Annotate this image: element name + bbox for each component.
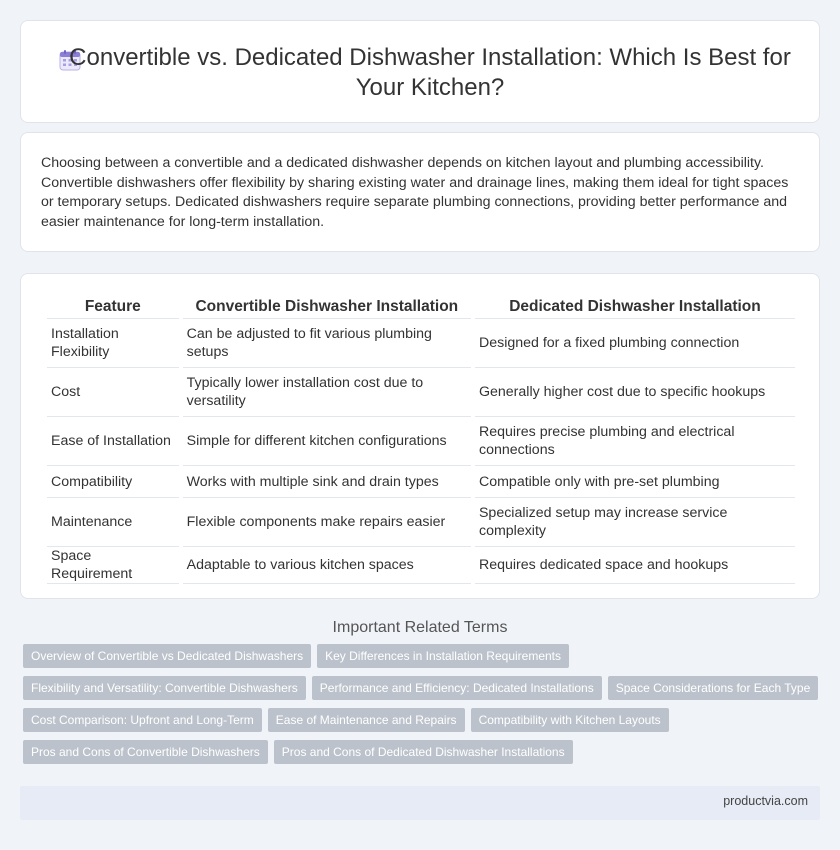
related-term-tag[interactable]: Space Considerations for Each Type	[608, 676, 819, 700]
related-term-tag[interactable]: Overview of Convertible vs Dedicated Dishwashers	[23, 644, 311, 668]
table-cell: Simple for different kitchen configurations	[183, 417, 471, 466]
comparison-table	[43, 296, 799, 584]
tag-row	[23, 708, 820, 732]
table-cell: Generally higher cost due to specific hookups	[475, 368, 795, 417]
table-header-row	[47, 296, 795, 319]
footer-site-link[interactable]: productvia.com	[723, 794, 808, 808]
table-cell: Flexible components make repairs easier	[183, 498, 471, 547]
table-cell: Installation Flexibility	[47, 319, 179, 368]
tag-row	[23, 644, 820, 668]
related-terms-heading: Important Related Terms	[332, 619, 508, 636]
table-row	[47, 498, 795, 547]
related-term-tag[interactable]: Pros and Cons of Dedicated Dishwasher Installations	[274, 740, 573, 764]
header-feature: Feature	[47, 296, 179, 319]
table-row	[47, 368, 795, 417]
table-cell: Typically lower installation cost due to versatility	[183, 368, 471, 417]
related-term-tag[interactable]: Ease of Maintenance and Repairs	[268, 708, 465, 732]
comparison-table-card	[20, 273, 820, 599]
related-terms-section	[20, 612, 820, 772]
related-term-tag[interactable]: Pros and Cons of Convertible Dishwashers	[23, 740, 268, 764]
related-term-tag[interactable]: Compatibility with Kitchen Layouts	[471, 708, 669, 732]
table-cell: Maintenance	[47, 498, 179, 547]
intro-card	[20, 132, 820, 252]
table-cell: Specialized setup may increase service complexity	[475, 498, 795, 547]
table-row	[47, 547, 795, 584]
intro-paragraph: Choosing between a convertible and a dedicated dishwasher depends on kitchen layout and plumbing accessibility. Convertible dishwashers offer flexibility by sharing existing water and drainage lines, making them ideal for tight spaces or temporary setups. Dedicated dishwashers require separate plumbing connections, providing better performance and easier maintenance for long-term installation.	[41, 155, 789, 230]
header-dedicated: Dedicated Dishwasher Installation	[475, 296, 795, 319]
related-term-tag[interactable]: Performance and Efficiency: Dedicated Installations	[312, 676, 602, 700]
table-row	[47, 417, 795, 466]
table-cell: Cost	[47, 368, 179, 417]
related-terms-tags	[20, 644, 820, 764]
table-cell: Works with multiple sink and drain types	[183, 466, 471, 498]
header-convertible: Convertible Dishwasher Installation	[183, 296, 471, 319]
related-term-tag[interactable]: Cost Comparison: Upfront and Long-Term	[23, 708, 262, 732]
table-cell: Requires precise plumbing and electrical connections	[475, 417, 795, 466]
table-cell: Designed for a fixed plumbing connection	[475, 319, 795, 368]
related-term-tag[interactable]: Key Differences in Installation Requirements	[317, 644, 569, 668]
table-cell: Ease of Installation	[47, 417, 179, 466]
title-card	[20, 20, 820, 123]
page-title: Convertible vs. Dedicated Dishwasher Installation: Which Is Best for Your Kitchen?	[69, 44, 791, 101]
table-cell: Can be adjusted to fit various plumbing setups	[183, 319, 471, 368]
table-cell: Compatibility	[47, 466, 179, 498]
table-cell: Compatible only with pre-set plumbing	[475, 466, 795, 498]
table-row	[47, 319, 795, 368]
table-cell: Space Requirement	[47, 547, 179, 584]
related-term-tag[interactable]: Flexibility and Versatility: Convertible Dishwashers	[23, 676, 306, 700]
tag-row	[23, 740, 820, 764]
table-row	[47, 466, 795, 498]
table-cell: Adaptable to various kitchen spaces	[183, 547, 471, 584]
footer	[20, 786, 820, 820]
table-cell: Requires dedicated space and hookups	[475, 547, 795, 584]
tag-row	[23, 676, 820, 700]
